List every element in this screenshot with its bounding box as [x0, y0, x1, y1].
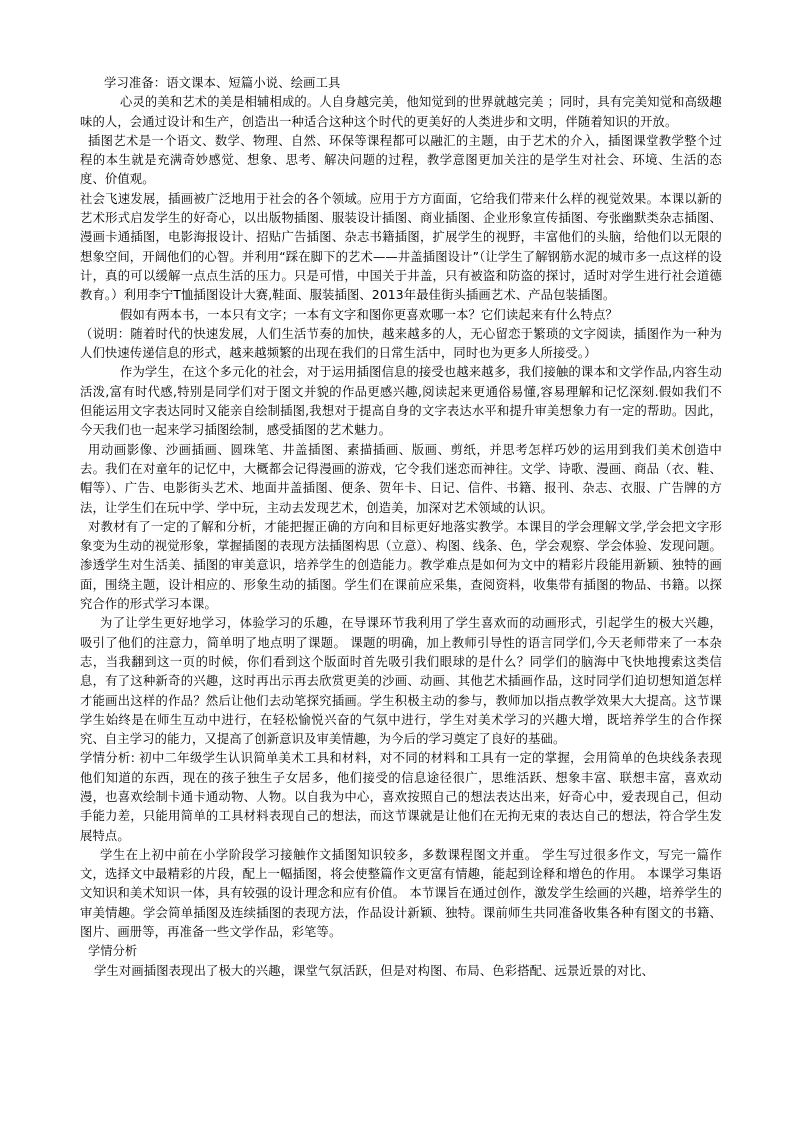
paragraph: 学生对画插图表现出了极大的兴趣，课堂气氛活跃，但是对构图、布局、色彩搭配、远景近景的对比、	[94, 963, 655, 978]
paragraph: 为了让学生更好地学习，体验学习的乐趣，在导课环节我利用了学生喜欢而的动画形式，引起学生的极大兴趣，吸引了他们的注意力，简单明了地点明了课题。 课题的明确，加上教师引导性的语言同学们,今天老师带来了一本杂志，当我翻到这一页的时候，你们看到这个版面时首先吸引我们眼球的是什么？同学们的脑海中飞快地搜索这类信息，有了这种新奇的兴趣，这时再出示再去欣赏更美的沙画、动画、其他艺术插画作品，这时同学们迫切想知道怎样才能画出这样的作品？然后让他们去动笔探究插画。学生积极主动的参与，教师加以指点教学效果大大提高。这节课学生始终是在师生互动中进行，在轻松愉悦兴奋的气氛中进行，学生对美术学习的兴趣大增，既培养学生的合作探究、自主学习的能力，又提高了创新意识及审美情趣，为今后的学习奠定了良好的基础。	[80, 616, 722, 747]
paragraph: 心灵的美和艺术的美是相辅相成的。人自身越完美，他知觉到的世界就越完美 ；同时，具有完美知觉和高级趣味的人，会通过设计和生产，创造出一种适合这种这个时代的更美好的人类进步和文明，伴随着知识的开放。	[80, 95, 722, 129]
prep-line: 学习准备：语文课本、短篇小说、绘画工具	[104, 76, 341, 90]
section-heading: 学情分析	[88, 944, 138, 959]
paragraph: 作为学生，在这个多元化的社会，对于运用插图信息的接受也越来越多，我们接触的课本和文学作品,内容生动活泼,富有时代感,特别是同学们对于图文并貌的作品更感兴趣,阅读起来更通俗易懂,容易理解和记忆深刻.假如我们不但能运用文字表达同时又能亲自绘制插图,我想对于提高自身的文字表达水平和提升审美想象力有一定的帮助。因此，今天我们也一起来学习插图绘制，感受插图的艺术魅力。	[80, 365, 722, 438]
paragraph: 社会飞速发展，插画被广泛地用于社会的各个领域。应用于方方面面，它给我们带来什么样的视觉效果。本课以新的艺术形式启发学生的好奇心，以出版物插图、服装设计插图、商业插图、企业形象宣传插图、夸张幽默类杂志插图、漫画卡通插图，电影海报设计、招贴广告插图、杂志书籍插图，扩展学生的视野，丰富他们的头脑，给他们以无限的想象空间，开阔他们的心智。并利用“踩在脚下的艺术——井盖插图设计”（让学生了解钢筋水泥的城市多一点这样的设计，真的可以缓解一点点生活的压力。只是可惜，中国关于井盖，只有被盗和防盗的探讨，适时对学生进行社会道德教育。）利用李宁T恤插图设计大赛,鞋面、服装插图、2013年最佳街头插画艺术、产品包装插图。	[80, 191, 722, 303]
paragraph: 学生在上初中前在小学阶段学习接触作文插图知识较多，多数课程图文并重。 学生写过很多作文，写完一篇作文，选择文中最精彩的片段，配上一幅插图，将会使整篇作文更富有情趣，能起到诠释和增色的作用。 本课学习集语文知识和美术知识一体，具有较强的设计理念和应有价值。 本节课旨在通过创作，激发学生绘画的兴趣，培养学生的审美情趣。学会简单插图及连续插图的表现方法，作品设计新颖、独特。课前师生共同准备收集各种有图文的书籍、图片、画册等，再准备一些文学作品，彩笔等。	[80, 847, 722, 940]
paragraph: 假如有两本书，一本只有文字；一本有文字和图你更喜欢哪一本？它们读起来有什么特点？	[120, 307, 618, 322]
paragraph: 插图艺术是一个语文、数学、物理、自然、环保等课程都可以融汇的主题，由于艺术的介入，插图课堂教学整个过程的本生就是充满奇妙感觉、想象、思考、解决问题的过程，教学意图更加关注的是学生对社会、环境、生活的态度、价值观。	[80, 133, 722, 187]
paragraph: 用动画影像、沙画插画、圆珠笔、井盖插图、素描插画、版画、剪纸，并思考怎样巧妙的运用到我们美术创造中去。我们在对童年的记忆中，大概都会记得漫画的游戏，它令我们迷恋而神往。文学、诗歌、漫画、商品（衣、鞋、帽等）、广告、电影街头艺术、地面井盖插图、便条、贺年卡、日记、信件、书籍、报刊、杂志、衣服、广告牌的方法，让学生们在玩中学、学中玩，主动去发现艺术，创造美，加深对艺术领域的认识。	[80, 442, 722, 515]
paragraph: 学情分析: 初中二年级学生认识简单美术工具和材料，对不同的材料和工具有一定的掌握，会用简单的色块线条表现他们知道的东西，现在的孩子独生子女居多，他们接受的信息途径很广，思维活跃、想象丰富、联想丰富，喜欢动漫，也喜欢绘制卡通卡通动物、人物。以自我为中心，喜欢按照自己的想法表达出来，好奇心中，爱表现自己，但动手能力差，只能用简单的工具材料表现自己的想法，而这节课就是让他们在无拘无束的表达自己的想法，符合学生发展特点。	[80, 751, 722, 843]
paragraph: （说明：随着时代的快速发展，人们生活节奏的加快，越来越多的人，无心留恋于繁琐的文字阅读，插图作为一种为人们快速传递信息的形式，越来越频繁的出现在我们的日常生活中，同时也为更多人所接受。）	[80, 326, 722, 361]
paragraph: 对教材有了一定的了解和分析，才能把握正确的方向和目标更好地落实教学。本课目的学会理解文学,学会把文字形象变为生动的视觉形象，掌握插图的表现方法插图构思（立意）、构图、线条、色，学会观察、学会体验、发现问题。渗透学生对生活美、插图的审美意识，培养学生的创造能力。教学难点是如何为文中的精彩片段能用新颖、独特的画面，围绕主题，设计相应的、形象生动的插图。学生们在课前应采集，查阅资料，收集带有插图的物品、书籍。以探究合作的形式学习本课。	[80, 519, 722, 612]
